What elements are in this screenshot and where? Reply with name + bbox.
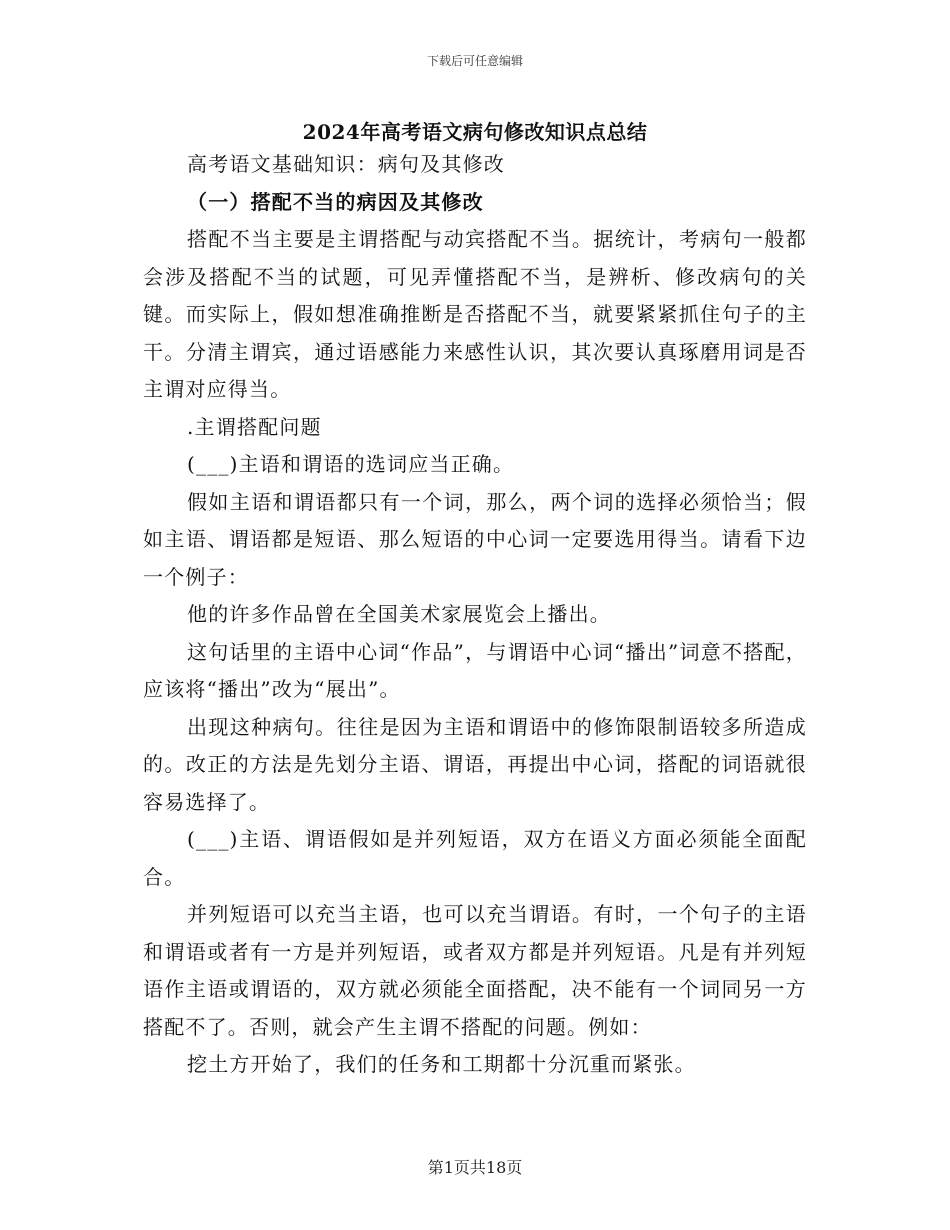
page-header-note: 下载后可任意编辑 (426, 54, 523, 68)
document-body (143, 146, 807, 1084)
document-title: 2024年高考语文病句修改知识点总结 (302, 120, 648, 144)
example-sentence: 挖土方开始了，我们的任务和工期都十分沉重而紧张。 (187, 1052, 696, 1076)
paragraph: (___)主语和谓语的选词应当正确。 (187, 452, 515, 476)
paragraph: 高考语文基础知识：病句及其修改 (187, 152, 505, 176)
section-heading: （一）搭配不当的病因及其修改 (187, 189, 484, 214)
paragraph: 出现这种病句。往往是因为主语和谓语中的修饰限制语较多所造成的。改正的方法是先划分主语、谓语，再提出中心词，搭配的词语就很容易选择了。 (143, 714, 807, 814)
paragraph: 搭配不当主要是主谓搭配与动宾搭配不当。据统计，考病句一般都会涉及搭配不当的试题，可见弄懂搭配不当，是辨析、修改病句的关键。而实际上，假如想准确推断是否搭配不当，就要紧紧抓住句子的主干。分清主谓宾，通过语感能力来感性认识，其次要认真琢磨用词是否主谓对应得当。 (143, 227, 807, 401)
example-sentence: 他的许多作品曾在全国美术家展览会上播出。 (187, 602, 611, 626)
paragraph: (___)主语、谓语假如是并列短语，双方在语义方面必须能全面配合。 (143, 827, 807, 889)
paragraph: 假如主语和谓语都只有一个词，那么，两个词的选择必须恰当；假如主语、谓语都是短语、那么短语的中心词一定要选用得当。请看下边一个例子： (143, 489, 807, 589)
paragraph: 并列短语可以充当主语，也可以充当谓语。有时，一个句子的主语和谓语或者有一方是并列短语，或者双方都是并列短语。凡是有并列短语作主语或谓语的，双方就必须能全面搭配，决不能有一个词同另一方搭配不了。否则，就会产生主谓不搭配的问题。例如： (143, 902, 807, 1039)
paragraph: 这句话里的主语中心词“作品”，与谓语中心词“播出”词意不搭配，应该将“播出”改为“展出”。 (143, 639, 807, 701)
page-number: 第1页共18页 (427, 1158, 523, 1177)
subsection-heading: .主谓搭配问题 (187, 414, 322, 439)
